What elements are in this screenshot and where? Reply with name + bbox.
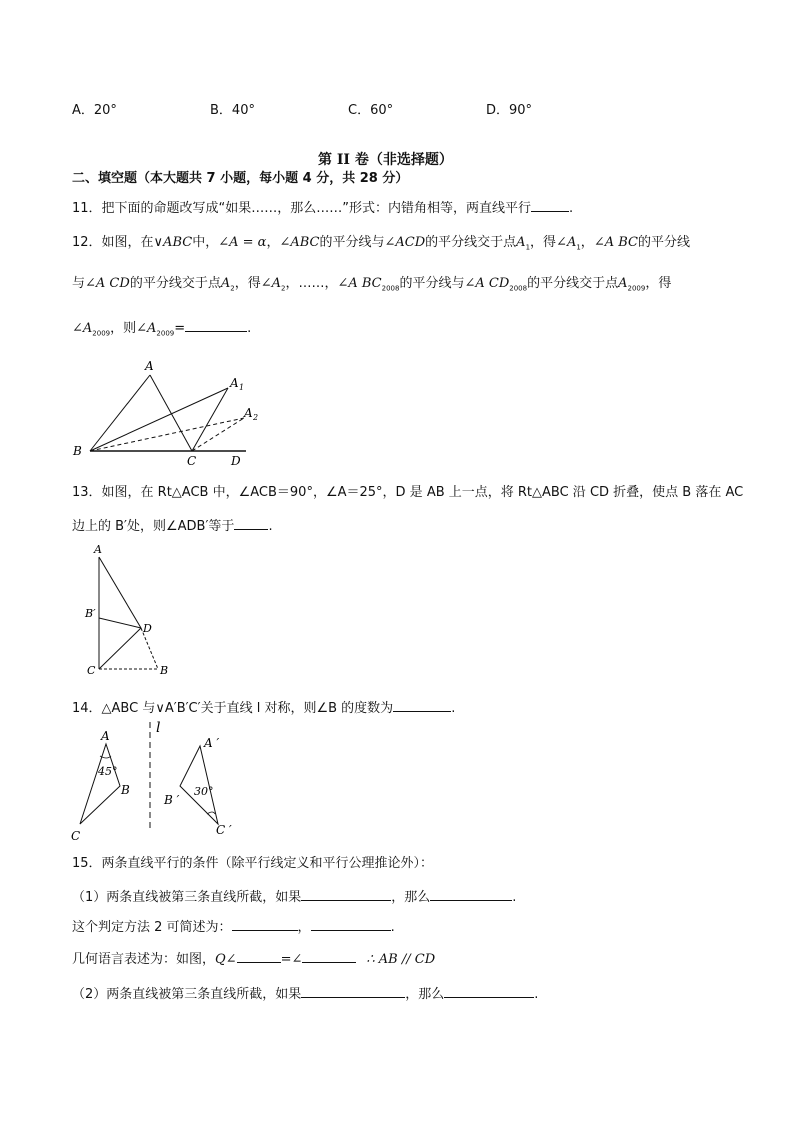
q13-end: . <box>268 519 273 534</box>
q12-angle-a2009-ask: ∠A <box>136 321 157 336</box>
q12-angle-a: ∠A = α <box>218 235 267 250</box>
label-c: C <box>187 454 197 468</box>
q15-brief-a: 这个判定方法 2 可简述为： <box>72 920 232 935</box>
q15-p2-blank1[interactable] <box>301 985 405 998</box>
line-ca1 <box>192 388 228 451</box>
q15-p2-b: ，那么 <box>405 987 445 1002</box>
q15-geo-b: Q∠ <box>215 952 237 967</box>
q12-angle-a1cd: ∠A CD <box>85 276 130 291</box>
label-b: B <box>121 783 130 797</box>
label-b: B <box>160 664 169 677</box>
label-45: 45° <box>98 765 118 778</box>
q12-sub2009-a: 2009 <box>627 284 646 293</box>
q12-point-a2: A <box>220 276 231 291</box>
q12-sub2008-b: 2008 <box>509 284 528 293</box>
q12-t11: ，得 <box>234 276 261 291</box>
label-a1-sub: 1 <box>239 383 245 392</box>
line-ad <box>99 557 141 628</box>
section-heading: 二、填空题（本大题共 7 小题，每小题 4 分，共 28 分） <box>72 171 409 186</box>
q14-answer-blank[interactable] <box>393 699 451 712</box>
q15-brief <box>72 918 395 936</box>
q15-brief-end: . <box>390 920 395 935</box>
q12-point-a1: A <box>516 235 526 250</box>
q15-p1-blank1[interactable] <box>301 888 391 901</box>
q15-p1-b: ，那么 <box>391 890 431 905</box>
q12-t5: 的平分线交于点 <box>425 235 517 250</box>
q15-p1-a: （1）两条直线被第三条直线所截，如果 <box>72 890 302 905</box>
q13-answer-blank[interactable] <box>234 517 268 530</box>
label-30: 30° <box>194 785 214 798</box>
q15-p1-blank2[interactable] <box>430 888 512 901</box>
label-a: A <box>94 543 102 556</box>
q15-brief-b: ， <box>297 920 311 935</box>
q12-t8: 的平分线 <box>637 235 690 250</box>
q12-eq: = <box>174 321 186 336</box>
q14-figure <box>66 718 246 846</box>
q12-t7: ， <box>580 235 594 250</box>
label-c: C <box>71 829 81 843</box>
q15-part1 <box>72 888 516 906</box>
q15-geo-d: ∴ AB // CD <box>366 952 436 967</box>
q15-brief-blank1[interactable] <box>232 918 298 931</box>
q12-t2: 中， <box>192 235 219 250</box>
q15-brief-blank2[interactable] <box>311 918 391 931</box>
q14-text: 14．△ABC 与∨A′B′C′关于直线 l 对称，则∠B 的度数为 <box>72 701 394 716</box>
q12-sub1-b: 1 <box>576 243 581 252</box>
q12-triangle: ∨ABC <box>153 235 193 250</box>
q12-answer-blank[interactable] <box>185 319 247 332</box>
q11-answer-blank[interactable] <box>531 199 569 212</box>
label-a: A <box>101 729 110 743</box>
option-c: C．60° <box>348 103 394 118</box>
q15-geo-c: =∠ <box>280 952 303 967</box>
q12-point-a2009: A <box>618 276 628 291</box>
label-bprime: B′ <box>85 607 96 620</box>
label-bprime: B ′ <box>164 793 180 807</box>
q12-sub1-a: 1 <box>525 243 531 252</box>
label-a: A <box>145 359 154 373</box>
q12-dot: . <box>247 321 252 336</box>
q12-angle-a2009: ∠A <box>72 321 93 336</box>
q14-line <box>72 699 455 717</box>
q12-figure <box>68 355 268 470</box>
line-bpd <box>99 618 141 628</box>
q12-angle-a2008cd: ∠A CD <box>464 276 510 291</box>
q12-t13: 的平分线与 <box>399 276 465 291</box>
q13-figure <box>80 540 180 680</box>
q11-text: 11．把下面的命题改写成“如果……，那么……”形式：内错角相等，两直线平行 <box>72 201 532 216</box>
q15-p2-a: （2）两条直线被第三条直线所截，如果 <box>72 987 302 1002</box>
q12-sub2-a: 2 <box>230 284 235 293</box>
q15-p2-end: . <box>534 987 539 1002</box>
q12-sub2-b: 2 <box>280 284 286 293</box>
q14-end: . <box>451 701 456 716</box>
q13-line2 <box>72 517 273 535</box>
q13-line1: 13．如图，在 Rt△ACB 中，∠ACB＝90°，∠A＝25°，D 是 AB 上一点，将 Rt△ABC 沿 CD 折叠，使点 B 落在 AC <box>72 485 744 500</box>
q15-part2 <box>72 985 538 1003</box>
line-cd <box>99 628 141 669</box>
label-l: l <box>156 720 161 736</box>
label-b: B <box>73 444 82 458</box>
q12-t3: ， <box>266 235 280 250</box>
option-a: A．20° <box>72 103 117 118</box>
line-ac <box>150 375 192 451</box>
label-a2-sub: 2 <box>253 413 259 422</box>
q12-t12: ，……， <box>285 276 338 291</box>
q12-t1: 12．如图，在 <box>72 235 154 250</box>
q12-angle-a2008bc: ∠A BC <box>337 276 382 291</box>
q12-angle-abc: ∠ABC <box>279 235 320 250</box>
label-cprime: C ′ <box>216 823 232 837</box>
q12-angle-a1bc: ∠A BC <box>593 235 638 250</box>
q15-geo <box>72 950 435 968</box>
q12-angle-acd: ∠ACD <box>384 235 426 250</box>
angle-arc-cprime <box>207 812 215 814</box>
q15-geo-a: 几何语言表述为：如图， <box>72 952 216 967</box>
label-c: C <box>87 664 96 677</box>
line-ba2 <box>90 418 244 451</box>
q12-t14: 的平分线交于点 <box>527 276 619 291</box>
label-a2: A <box>244 406 253 420</box>
q12-sub2009-c: 2009 <box>156 329 175 338</box>
q15-p2-blank2[interactable] <box>444 985 534 998</box>
q13-t2: 边上的 B′处，则∠ADB′等于 <box>72 519 235 534</box>
q12-sub2009-b: 2009 <box>92 329 111 338</box>
q12-sub2008-a: 2008 <box>381 284 400 293</box>
q11-line <box>72 199 573 217</box>
option-b: B．40° <box>210 103 255 118</box>
option-d: D．90° <box>486 103 533 118</box>
label-a1: A <box>230 376 239 390</box>
q12-t10: 的平分线交于点 <box>129 276 221 291</box>
q11-end: . <box>569 201 574 216</box>
q12-t4: 的平分线与 <box>319 235 385 250</box>
q15-geo-blank1[interactable] <box>237 950 281 963</box>
label-aprime: A ′ <box>204 736 220 750</box>
q12-angle-a2: ∠A <box>260 276 281 291</box>
q12-line3 <box>72 319 251 342</box>
q12-t6: ，得 <box>530 235 557 250</box>
q12-t15: ，得 <box>645 276 672 291</box>
q12-line2 <box>72 276 671 297</box>
q15-intro: 15．两条直线平行的条件（除平行线定义和平行公理推论外）： <box>72 856 434 871</box>
label-d: D <box>231 454 241 468</box>
q15-geo-blank2[interactable] <box>302 950 356 963</box>
section-title: 第 II 卷（非选择题） <box>318 152 453 168</box>
label-d: D <box>143 622 152 635</box>
q12-t9: 与 <box>72 276 86 291</box>
q12-t16: ，则 <box>110 321 137 336</box>
q12-line1 <box>72 235 690 256</box>
line-ca2 <box>192 418 244 451</box>
q12-angle-a1: ∠A <box>556 235 577 250</box>
q15-p1-end: . <box>512 890 517 905</box>
